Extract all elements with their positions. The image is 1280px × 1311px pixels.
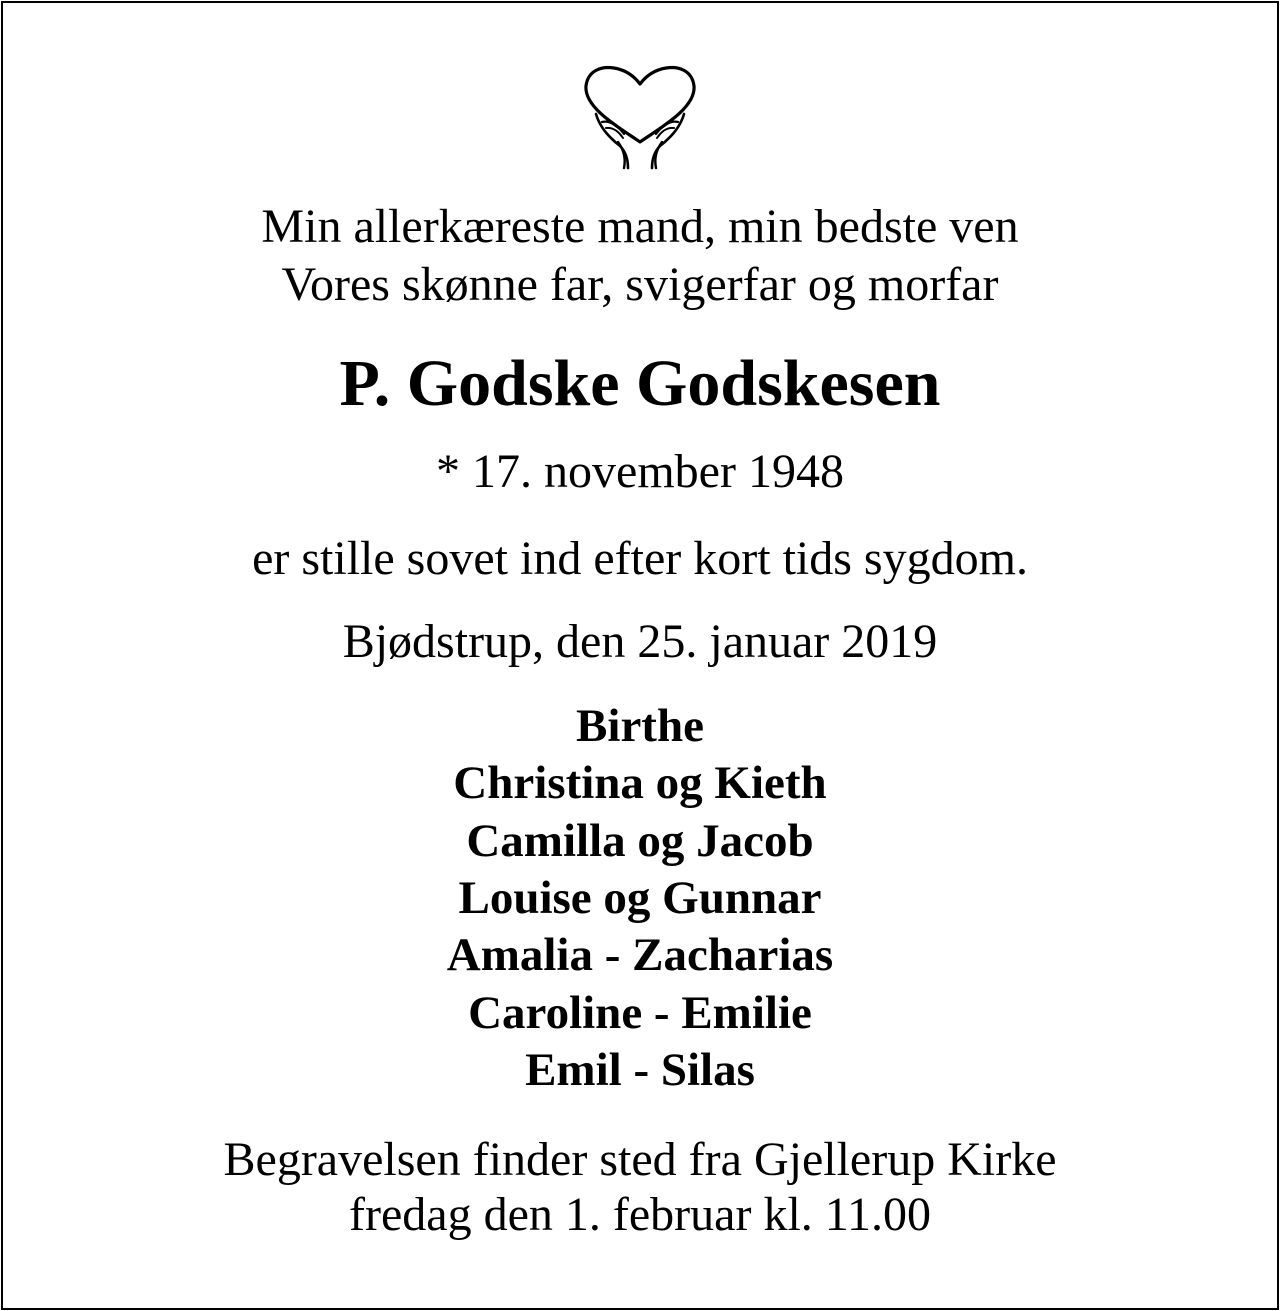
funeral-line-1: Begravelsen finder sted fra Gjellerup Kirke (223, 1133, 1057, 1186)
family-member: Birthe (576, 700, 704, 752)
family-member: Louise og Gunnar (458, 872, 822, 924)
passing-statement: er stille sovet ind efter kort tids sygdom. (252, 532, 1028, 585)
family-member: Camilla og Jacob (466, 815, 814, 867)
heart-in-hands-icon (580, 64, 700, 170)
family-member: Christina og Kieth (453, 757, 827, 809)
funeral-line-2: fredag den 1. februar kl. 11.00 (349, 1188, 931, 1241)
family-member: Caroline - Emilie (468, 987, 812, 1039)
intro-line-2: Vores skønne far, svigerfar og morfar (281, 258, 999, 311)
family-member: Amalia - Zacharias (446, 929, 834, 981)
intro-line-1: Min allerkæreste mand, min bedste ven (261, 200, 1019, 253)
deceased-name: P. Godske Godskesen (339, 347, 941, 420)
birth-date: * 17. november 1948 (436, 445, 844, 498)
family-member: Emil - Silas (525, 1044, 755, 1096)
place-and-date: Bjødstrup, den 25. januar 2019 (342, 615, 938, 668)
